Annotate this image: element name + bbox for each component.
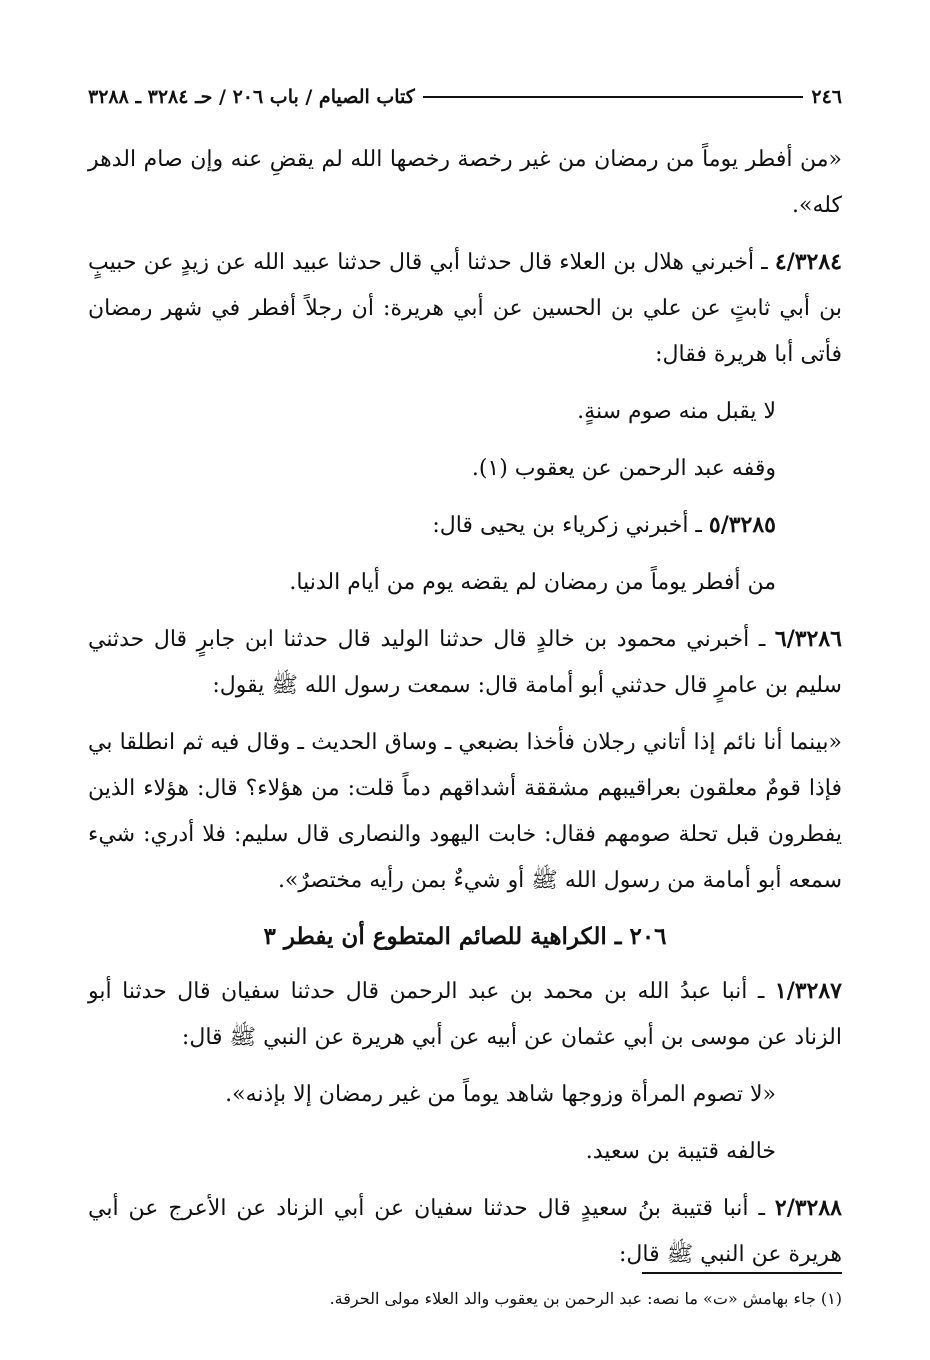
hadith-paragraph — [88, 968, 842, 1061]
hadith-number: ٥/٣٢٨٥ — [708, 512, 776, 538]
hadith-text: «بينما أنا نائم إذا أتاني رجلان فأخذا بضبعي ـ وساق الحديث ـ وقال فيه ثم انطلقا بي فإذا قومٌ معلقون بعراقيبهم مشققة أشداقهم دماً قلت: من هؤلاء؟ قال: هؤلاء الذين يفطرون قبل تحلة صومهم فقال: خابت اليهود والنصارى قال سليم: فلا أدري: شيء سمعه أبو أمامة من رسول الله ﷺ أو شيءٌ بمن رأيه مختصرٌ». — [88, 730, 842, 893]
hadith-text: من أفطر يوماً من رمضان لم يقضه يوم من أيام الدنيا. — [289, 570, 776, 595]
hadith-paragraph — [88, 559, 842, 606]
hadith-text: «من أفطر يوماً من رمضان من غير رخصة رخصها الله لم يقضِ عنه وإن صام الدهر كله». — [88, 147, 842, 218]
hadith-paragraph — [88, 719, 842, 904]
hadith-paragraph — [88, 445, 842, 492]
chapter-heading: ٢٠٦ ـ الكراهية للصائم المتطوع أن يفطر ٣ — [263, 923, 667, 950]
page-header — [88, 80, 842, 114]
hadith-text: خالفه قتيبة بن سعيد. — [585, 1139, 776, 1164]
header-rule — [423, 96, 804, 98]
hadith-paragraph — [88, 502, 842, 549]
running-title: كتاب الصيام / باب ٢٠٦ / حـ ٣٢٨٤ ـ ٣٢٨٨ — [88, 86, 415, 108]
hadith-text: ـ أخبرني زكرياء بن يحيى قال: — [432, 513, 709, 538]
hadith-paragraph — [88, 136, 842, 229]
hadith-text: وقفه عبد الرحمن عن يعقوب (١). — [471, 456, 776, 481]
hadith-text: لا يقبل منه صوم سنةٍ. — [577, 399, 776, 424]
footnote: (١) جاء بهامش «ت» ما نصه: عبد الرحمن بن يعقوب والد العلاء مولى الحرقة. — [329, 1289, 842, 1308]
footnote-rule — [642, 1272, 842, 1274]
hadith-paragraph — [88, 1071, 842, 1118]
hadith-paragraph — [88, 1128, 842, 1175]
hadith-paragraph — [88, 1185, 842, 1278]
hadith-text: «لا تصوم المرأة وزوجها شاهد يوماً من غير رمضان إلا بإذنه». — [225, 1082, 776, 1107]
hadith-number: ٦/٣٢٨٦ — [774, 626, 842, 652]
hadith-text: ـ أخبرني محمود بن خالدٍ قال حدثنا الوليد قال حدثنا ابن جابرٍ قال حدثني سليم بن عامرٍ قال حدثني أبو أمامة قال: سمعت رسول الله ﷺ يقول: — [88, 627, 842, 698]
page-body — [88, 136, 842, 1288]
hadith-number: ٢/٣٢٨٨ — [774, 1195, 842, 1221]
hadith-paragraph — [88, 616, 842, 709]
hadith-number: ١/٣٢٨٧ — [774, 978, 842, 1004]
hadith-text: ـ أنبا عبدُ الله بن محمد بن عبد الرحمن قال حدثنا سفيان قال حدثنا أبو الزناد عن موسى بن أبي عثمان عن أبيه عن أبي هريرة عن النبي ﷺ قال: — [88, 979, 842, 1050]
hadith-paragraph — [88, 388, 842, 435]
hadith-text: ـ أخبرني هلال بن العلاء قال حدثنا أبي قال حدثنا عبيد الله عن زيدٍ عن حبيبٍ بن أبي ثابتٍ عن علي بن الحسين عن أبي هريرة: أن رجلاً أفطر في شهر رمضان فأتى أبا هريرة فقال: — [88, 250, 842, 367]
page-number: ٢٤٦ — [811, 86, 842, 108]
hadith-number: ٤/٣٢٨٤ — [774, 249, 842, 275]
hadith-text: ـ أنبا قتيبة بنُ سعيدٍ قال حدثنا سفيان عن أبي الزناد عن الأعرج عن أبي هريرة عن النبي ﷺ قال: — [88, 1196, 842, 1267]
hadith-paragraph — [88, 239, 842, 378]
